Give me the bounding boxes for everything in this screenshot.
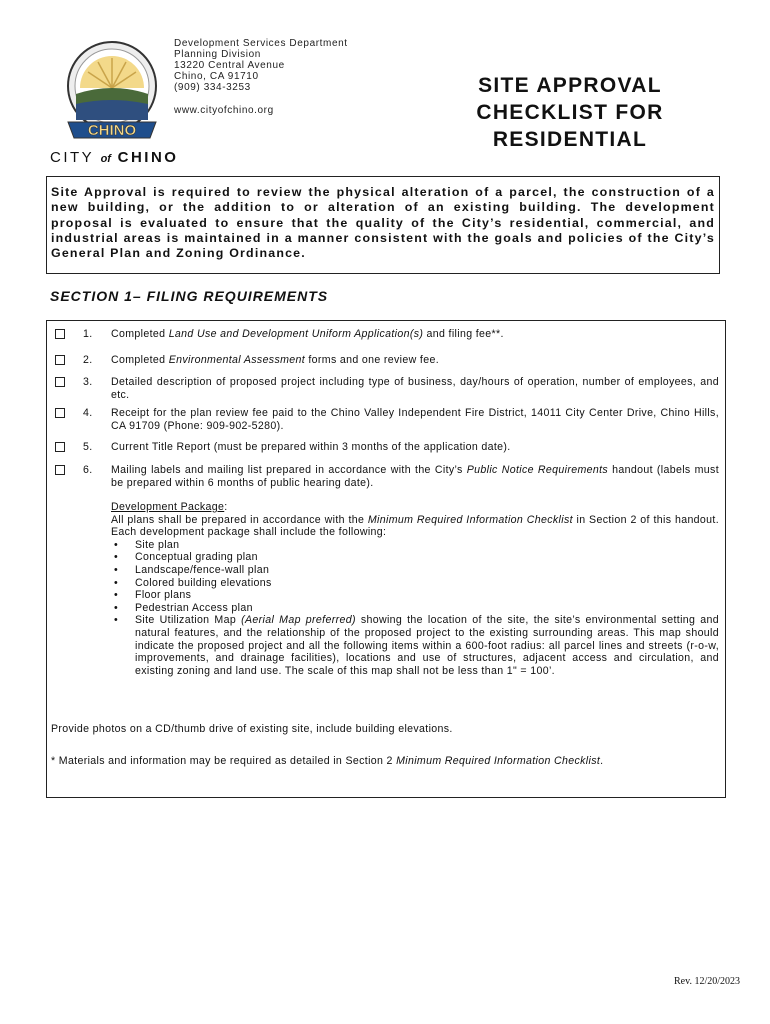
bullet-text: Colored building elevations (135, 576, 272, 589)
dept-line: Chino, CA 91710 (174, 71, 259, 82)
intro-text: Site Approval is required to review the physical alteration of a parcel, the construction of a new building, or the addition to or alteration of an existing building. The development proposal is evaluated to ensure that the quality of the City’s residential, commercial, and industrial areas is maintained in a manner consistent with the goals and policies of the City’s General Plan and Zoning Ordinance. (51, 185, 715, 261)
department-address-block (174, 38, 348, 116)
city-word: CITY (50, 149, 94, 166)
item-text: and filing fee**. (423, 328, 504, 340)
footnote (51, 755, 603, 767)
photos-note: Provide photos on a CD/thumb drive of existing site, include building elevations. (51, 723, 453, 735)
footnote-text: * Materials and information may be required as detailed in Section 2 (51, 755, 397, 767)
bullet-item (111, 589, 719, 602)
item-number: 1. (83, 328, 93, 340)
checkbox[interactable] (55, 442, 65, 452)
city-name (50, 149, 178, 166)
item-text: handout (labels must be prepared within 6 months of public hearing date). (111, 464, 719, 489)
item-text: Completed (111, 328, 169, 340)
title-line: CHECKLIST FOR (476, 101, 664, 124)
title-line: RESIDENTIAL (492, 128, 648, 151)
bullet-italic-text: (Aerial Map preferred) (241, 614, 356, 627)
footnote-italic: Minimum Required Information Checklist (396, 755, 601, 767)
bullet-text: Conceptual grading plan (135, 551, 258, 564)
section-title: SECTION 1– FILING REQUIREMENTS (50, 288, 329, 304)
bullet-text: Floor plans (135, 589, 192, 602)
bullet-icon: • (114, 589, 119, 602)
checkbox[interactable] (55, 355, 65, 365)
package-intro-text: in Section 2 of this handout. Each development package shall include the following: (111, 513, 719, 539)
dept-line: 13220 Central Avenue (174, 60, 285, 71)
package-intro-italic: Minimum Required Information Checklist (367, 513, 573, 526)
package-heading-colon: : (224, 501, 228, 513)
bullet-icon: • (114, 576, 119, 589)
bullet-text: Pedestrian Access plan (135, 601, 253, 614)
city-seal-logo (62, 38, 162, 150)
bullet-icon: • (114, 601, 119, 614)
website-link[interactable]: www.cityofchino.org (174, 105, 274, 116)
bullet-item (111, 577, 719, 590)
item-italic-text: Public Notice Requirements (466, 464, 609, 476)
requirements-box (46, 320, 726, 798)
bullet-icon: • (114, 614, 119, 627)
item-italic-text: Land Use and Development Uniform Application(s) (168, 328, 424, 340)
item-text: Current Title Report (must be prepared within 3 months of the application date). (111, 441, 511, 453)
bullet-item (111, 551, 719, 564)
dept-phone: (909) 334-3253 (174, 82, 251, 93)
bullet-text: Site Utilization Map (135, 614, 242, 627)
package-intro-text: All plans shall be prepared in accordance with the (111, 513, 368, 526)
bullet-icon: • (114, 538, 119, 551)
dept-line: Planning Division (174, 49, 261, 60)
checkbox[interactable] (55, 408, 65, 418)
bullet-item (111, 614, 719, 677)
footnote-text: . (600, 755, 604, 767)
package-heading: Development Package (111, 501, 225, 513)
item-text: Receipt for the plan review fee paid to the Chino Valley Independent Fire District, 14011 City Center Drive, Chino Hills, CA 91709 (Phone: 909-902-5280). (111, 407, 719, 432)
bullet-text: Landscape/fence-wall plan (135, 563, 270, 576)
item-text: Mailing labels and mailing list prepared in accordance with the City’s (111, 464, 467, 476)
checkbox[interactable] (55, 465, 65, 475)
item-text: Completed (111, 354, 169, 366)
page-title (450, 72, 690, 153)
chino-word: CHINO (117, 149, 179, 166)
package-bullet-list (111, 539, 719, 678)
item-number: 4. (83, 407, 93, 419)
bullet-icon: • (114, 563, 119, 576)
bullet-item (111, 564, 719, 577)
title-line: SITE APPROVAL (478, 74, 662, 97)
checkbox[interactable] (55, 329, 65, 339)
item-number: 3. (83, 376, 93, 388)
bullet-item (111, 602, 719, 615)
item-text: Detailed description of proposed project including type of business, day/hours of operation, number of employees, and etc. (111, 376, 719, 401)
intro-box (46, 176, 720, 274)
development-package (111, 501, 719, 677)
bullet-text: Site plan (135, 538, 180, 551)
item-italic-text: Environmental Assessment (168, 354, 306, 366)
dept-line: Development Services Department (174, 38, 348, 49)
bullet-item (111, 539, 719, 552)
bullet-icon: • (114, 551, 119, 564)
bullet-text: showing the location of the site, the site’s environmental setting and natural features, and the relationship of the proposed project to the existing surrounding areas. This map should indicate the proposed project and all the following items within a 600-foot radius: all parcel lines and streets (r-o-w, improvements, and drainage facilities), locations and use of structures, adjacent access and circulation, and existing zoning and land use. The scale of this map shall not be less than 1" = 100’. (135, 614, 719, 677)
seal-text: CHINO (87, 122, 137, 139)
item-number: 5. (83, 441, 93, 453)
checkbox[interactable] (55, 377, 65, 387)
item-number: 2. (83, 354, 93, 366)
revision-date: Rev. 12/20/2023 (673, 976, 740, 987)
item-text: forms and one review fee. (305, 354, 439, 366)
item-number: 6. (83, 464, 93, 476)
of-word: of (100, 153, 111, 165)
